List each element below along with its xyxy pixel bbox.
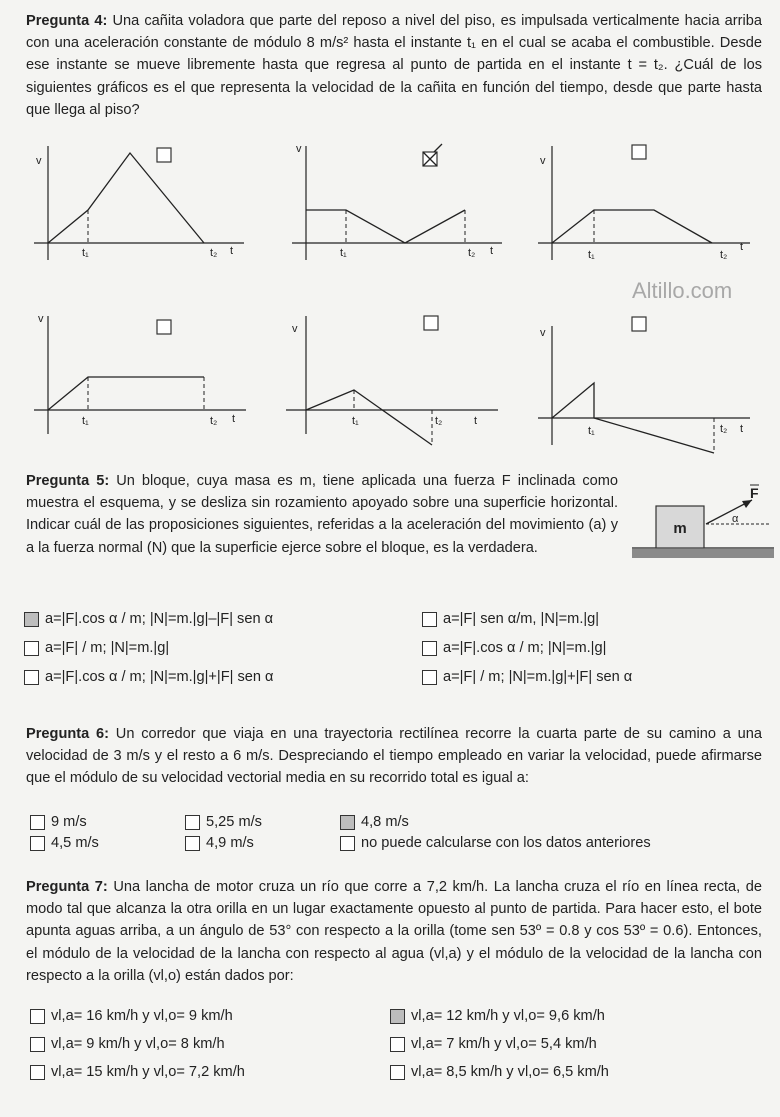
mass-label: m [673,520,687,537]
checkbox[interactable] [30,1065,45,1080]
checkbox[interactable] [390,1037,405,1052]
checkbox[interactable] [390,1009,405,1024]
watermark: Altillo.com [632,278,733,303]
checkbox[interactable] [340,836,355,851]
q6-option-4[interactable]: 4,9 m/s [185,835,254,851]
q6-option-1[interactable]: 9 m/s [30,814,87,830]
q5-option-2[interactable]: a=|F| / m; |N|=m.|g| [24,640,169,656]
q7-option-4[interactable]: vl,a= 12 km/h y vl,o= 9,6 km/h [390,1008,605,1024]
q5-option-1[interactable]: a=|F|.cos α / m; |N|=m.|g|–|F| sen α [24,611,273,627]
question-6 [26,723,762,790]
checkbox[interactable] [422,670,437,685]
t1-label: t₁ [82,247,89,259]
checkbox[interactable] [185,815,200,830]
checkbox[interactable] [30,815,45,830]
q6-option-2[interactable]: 4,5 m/s [30,835,99,851]
q5-option-6[interactable]: a=|F| / m; |N|=m.|g|+|F| sen α [422,669,632,685]
q5-option-3[interactable]: a=|F|.cos α / m; |N|=m.|g|+|F| sen α [24,669,273,685]
checkbox[interactable] [422,612,437,627]
checkbox[interactable] [185,836,200,851]
question-4-text: Una cañita voladora que parte del reposo a nivel del piso, es impulsada verticalmente hacia arriba con una aceleración constante de módulo 8 m/s² hasta el instante t₁ en el cual se acaba el combustible. Desde ese instante se mueve libremente hasta que regresa al punto de partida en el instante t = t₂. ¿Cuál de los siguientes gráficos es el que representa la velocidad de la cañita en función del tiempo, desde que parte hasta que llega al piso? [26,13,762,118]
graph-option-1[interactable] [24,140,254,275]
v-axis-label: v [292,323,298,335]
t-axis-label: t [740,241,744,253]
graph-option-4[interactable] [24,310,254,445]
question-7-text: Una lancha de motor cruza un río que corre a 7,2 km/h. La lancha cruza el río en línea recta, de modo tal que alcanza la otra orilla en un lugar exactamente opuesto al punto de partida. Para hacer esto, el bote apunta aguas arriba, a un ángulo de 53° con respecto a la orilla (tome sen 53º = 0.8 y cos 53º = 0.6). Entonces, el módulo de la velocidad de la lancha con respecto al agua (vl,a) y el módulo de la velocidad de la lancha con respecto a la orilla (vl,o) están dados por: [26,879,763,984]
graph-option-2[interactable] [282,140,512,275]
v-axis-label: v [540,155,546,167]
checkbox[interactable] [24,612,39,627]
q7-option-1[interactable]: vl,a= 16 km/h y vl,o= 9 km/h [30,1008,233,1024]
q6-option-5[interactable]: 4,8 m/s [340,814,409,830]
graph-option-6[interactable] [528,310,758,465]
t-axis-label: t [232,413,236,425]
t1-label: t₁ [588,249,595,261]
t-axis-label: t [230,245,234,257]
graph-checkbox[interactable] [157,320,171,334]
checkbox[interactable] [30,836,45,851]
q7-option-3[interactable]: vl,a= 15 km/h y vl,o= 7,2 km/h [30,1064,245,1080]
graph-checkbox[interactable] [632,145,646,159]
q7-option-6[interactable]: vl,a= 8,5 km/h y vl,o= 6,5 km/h [390,1064,609,1080]
question-5 [26,470,618,559]
t-axis-label: t [490,245,494,257]
t1-label: t₁ [588,425,595,437]
t2-label: t₂ [468,247,476,259]
v-axis-label: v [38,313,44,325]
t2-label: t₂ [720,249,728,261]
q5-option-5[interactable]: a=|F|.cos α / m; |N|=m.|g| [422,640,606,656]
v-axis-label: v [296,143,302,155]
v-axis-label: v [36,155,42,167]
force-label: F [750,485,759,501]
t1-label: t₁ [82,415,89,427]
t2-label: t₂ [435,415,443,427]
t2-label: t₂ [210,415,218,427]
graph-checkbox[interactable] [157,148,171,162]
question-6-text: Un corredor que viaja en una trayectoria rectilínea recorre la cuarta parte de su camino a una velocidad de 3 m/s y el resto a 6 m/s. Despreciando el tiempo empleado en variar la velocidad, puede afirmarse que el módulo de su velocidad vectorial media en su recorrido total es igual a: [26,726,762,787]
question-6-label: Pregunta 6: [26,726,109,742]
t2-label: t₂ [720,423,728,435]
t2-label: t₂ [210,247,218,259]
q7-option-5[interactable]: vl,a= 7 km/h y vl,o= 5,4 km/h [390,1036,597,1052]
question-4-label: Pregunta 4: [26,13,108,29]
question-4 [26,10,762,121]
graph-option-3[interactable] [528,140,758,275]
checkbox[interactable] [340,815,355,830]
checkbox[interactable] [30,1037,45,1052]
checkbox[interactable] [30,1009,45,1024]
question-7-label: Pregunta 7: [26,879,108,895]
block-force-diagram [628,482,778,571]
checkbox[interactable] [24,641,39,656]
checkbox[interactable] [390,1065,405,1080]
graph-checkbox[interactable] [632,317,646,331]
q5-option-4[interactable]: a=|F| sen α/m, |N|=m.|g| [422,611,599,627]
graph-checkbox[interactable] [424,316,438,330]
q7-option-2[interactable]: vl,a= 9 km/h y vl,o= 8 km/h [30,1036,225,1052]
t-axis-label: t [740,423,744,435]
question-5-text: Un bloque, cuya masa es m, tiene aplicada una fuerza F inclinada como muestra el esquema, y se desliza sin rozamiento apoyado sobre una superficie horizontal. Indicar cuál de las proposiciones siguientes, referidas a la aceleración del movimiento (a) y a la fuerza normal (N) que la superficie ejerce sobre el bloque, es la verdadera. [26,473,619,556]
question-5-label: Pregunta 5: [26,473,110,489]
angle-label: α [732,513,739,525]
v-axis-label: v [540,327,546,339]
q6-option-6[interactable]: no puede calcularse con los datos anteriores [340,835,651,851]
graph-option-5[interactable] [282,310,512,445]
question-7 [26,876,762,987]
t1-label: t₁ [340,247,347,259]
checkbox[interactable] [422,641,437,656]
q6-option-3[interactable]: 5,25 m/s [185,814,262,830]
t-axis-label: t [474,415,478,427]
checkbox[interactable] [24,670,39,685]
t1-label: t₁ [352,415,359,427]
